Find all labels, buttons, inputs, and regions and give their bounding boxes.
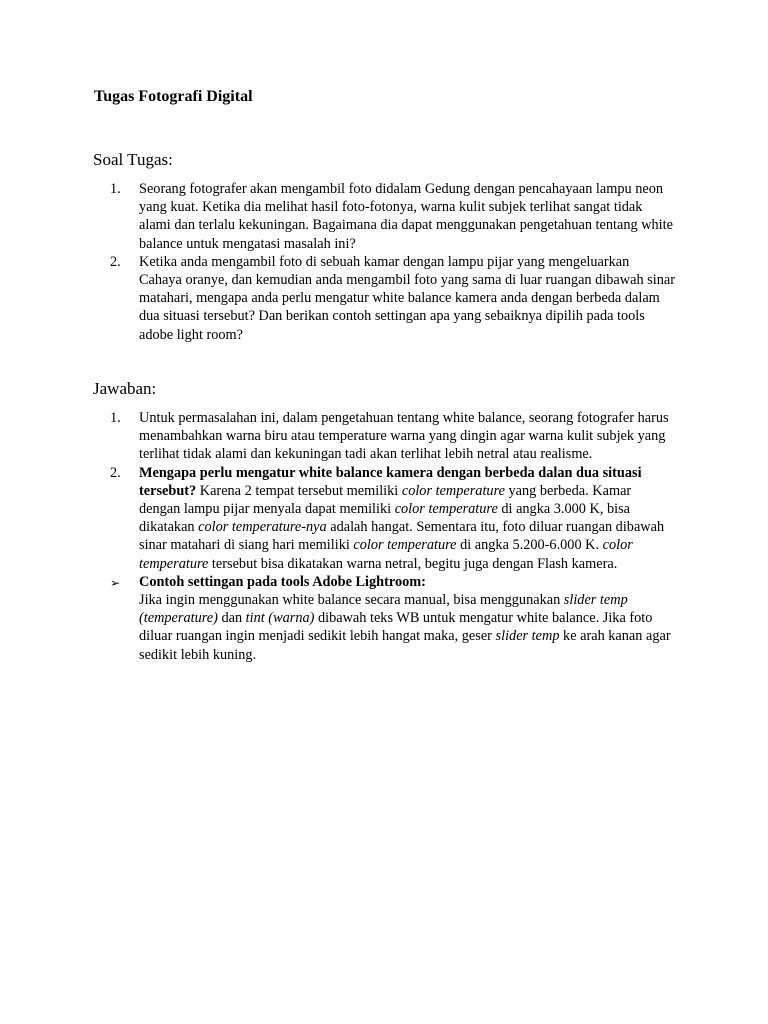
text-run: Jika ingin menggunakan white balance secara manual, bisa menggunakan xyxy=(139,592,564,609)
document-title: Tugas Fotografi Digital xyxy=(94,88,253,105)
soal-item-text: Seorang fotografer akan mengambil foto didalam Gedung dengan pencahayaan lampu neon yang kuat. Ketika dia melihat hasil foto-fotonya, warna kulit subjek terlihat sangat tidak alami dan terlalu kekuningan. Bagaimana dia dapat menggunakan pengetahuan tentang white balance untuk mengatasi masalah ini? xyxy=(139,181,673,252)
bold-question: Mengapa perlu mengatur white balance kamera dengan berbeda dalan dua situasi tersebut? xyxy=(139,464,642,499)
text-run: dan xyxy=(217,610,246,627)
text-run: di angka 5.200-6.000 K. xyxy=(456,537,603,554)
jawaban-list xyxy=(110,409,675,664)
italic-term: color temperature xyxy=(394,501,498,518)
italic-term: color temperature xyxy=(139,537,633,572)
italic-term: color temperature xyxy=(353,537,457,554)
italic-term: color temperature-nya xyxy=(198,519,327,536)
list-number: 1. xyxy=(110,181,121,197)
list-number: 2. xyxy=(110,464,121,481)
text-run: Karena 2 tempat tersebut memiliki xyxy=(196,482,402,499)
italic-term: color temperature xyxy=(401,482,505,499)
jawaban-heading: Jawaban: xyxy=(93,379,157,398)
jawaban-item-2 xyxy=(110,464,675,573)
italic-term: slider temp xyxy=(495,628,560,645)
soal-item-2 xyxy=(110,253,675,344)
text-run: di angka 3.000 K, bisa dikatakan xyxy=(139,501,631,536)
arrow-bullet-icon: ➢ xyxy=(110,575,121,590)
soal-heading: Soal Tugas: xyxy=(93,150,173,169)
italic-term: slider temp (temperature) xyxy=(139,592,628,627)
list-number: 2. xyxy=(110,253,121,270)
text-run: dibawah teks WB untuk mengatur white balance. Jika foto diluar ruangan ingin menjadi sedikit lebih hangat maka, geser xyxy=(139,610,653,645)
jawaban-item-1 xyxy=(110,409,675,464)
jawaban-item-text: Untuk permasalahan ini, dalam pengetahuan tentang white balance, seorang fotografer harus menambahkan warna biru atau temperature warna yang dingin agar warna kulit subjek yang terlihat tidak alami dan kekuningan tadi akan terlihat lebih netral atau realisme. xyxy=(139,410,669,463)
italic-term: tint (warna) xyxy=(245,610,315,627)
bold-heading: Contoh settingan pada tools Adobe Lightroom: xyxy=(139,573,426,590)
text-run: tersebut bisa dikatakan warna netral, begitu juga dengan Flash kamera. xyxy=(208,555,618,572)
soal-list xyxy=(110,180,675,344)
text-run: yang berbeda. Kamar dengan lampu pijar menyala dapat memiliki xyxy=(139,482,632,518)
soal-item-1 xyxy=(110,180,675,253)
list-number: 1. xyxy=(110,410,121,426)
jawaban-item-3 xyxy=(110,573,675,664)
soal-item-text: Ketika anda mengambil foto di sebuah kamar dengan lampu pijar yang mengeluarkan Cahaya oranye, dan kemudian anda mengambil foto yang sama di luar ruangan dibawah sinar matahari, mengapa anda perlu mengatur white balance kamera anda dengan berbeda dalam dua situasi tersebut? Dan berikan contoh settingan apa yang sebaiknya dipilih pada tools adobe light room? xyxy=(139,253,675,343)
text-run: ke arah kanan agar sedikit lebih kuning. xyxy=(139,628,671,663)
text-run: adalah hangat. Sementara itu, foto diluar ruangan dibawah sinar matahari di siang hari memiliki xyxy=(139,519,665,554)
